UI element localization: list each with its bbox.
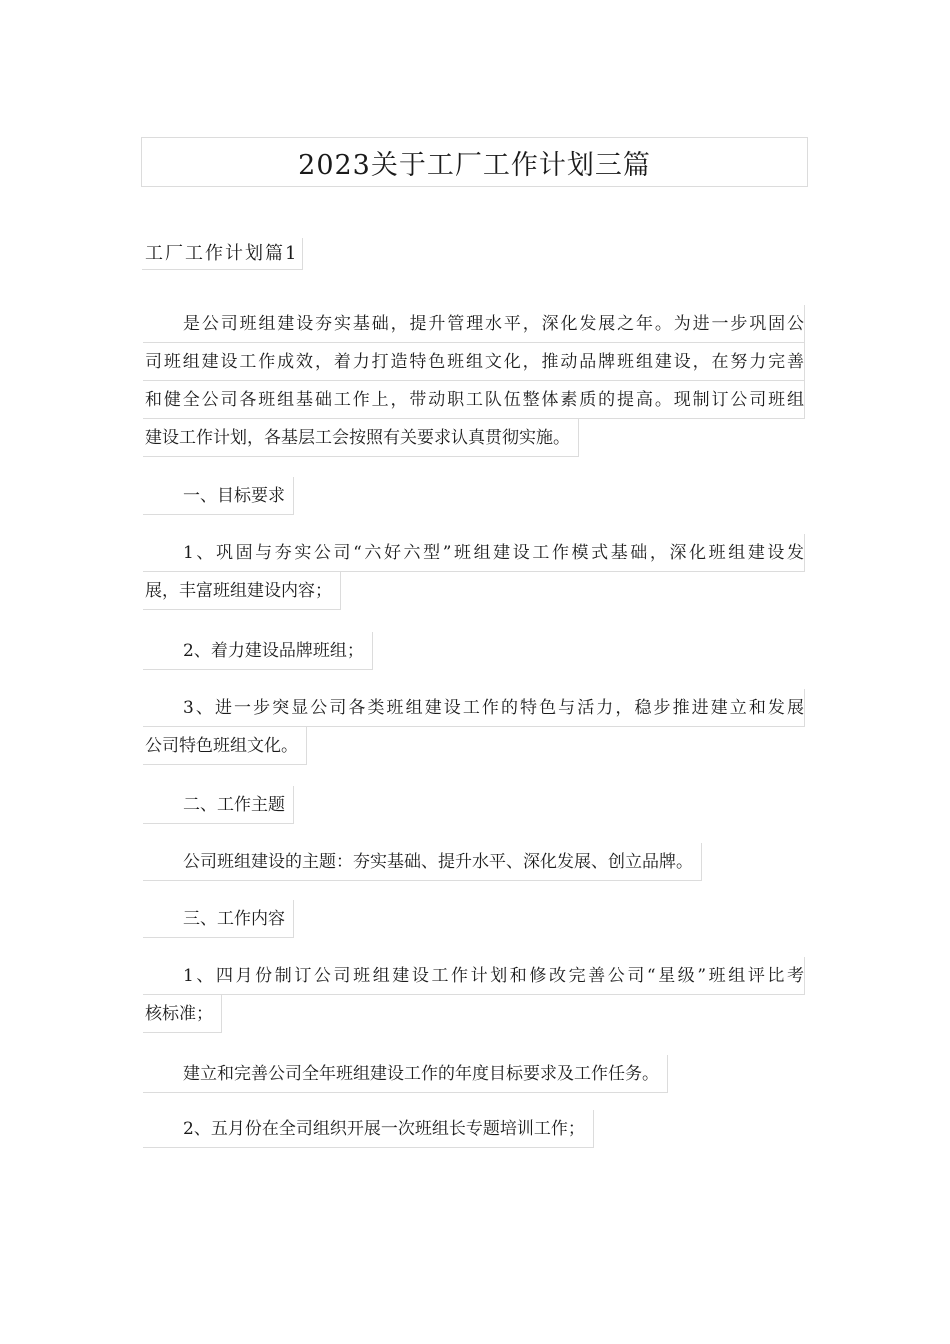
text-line: 1、四月份制订公司班组建设工作计划和修改完善公司“星级”班组评比考 <box>143 957 805 995</box>
text-line: 建立和完善公司全年班组建设工作的年度目标要求及工作任务。 <box>143 1055 668 1093</box>
heading-theme <box>143 786 805 824</box>
text-line: 核标准； <box>143 995 222 1033</box>
text-line: 公司特色班组文化。 <box>143 727 307 765</box>
text-line: 三、工作内容 <box>143 900 294 938</box>
text-line: 展，丰富班组建设内容； <box>143 572 341 610</box>
text-line: 1、巩固与夯实公司“六好六型”班组建设工作模式基础，深化班组建设发 <box>143 534 805 572</box>
paragraph-content-2 <box>143 1110 805 1148</box>
text-line: 是公司班组建设夯实基础，提升管理水平，深化发展之年。为进一步巩固公 <box>143 305 805 343</box>
text-line: 公司班组建设的主题：夯实基础、提升水平、深化发展、创立品牌。 <box>143 843 702 881</box>
text-line: 2、着力建设品牌班组； <box>143 632 373 670</box>
text-line: 一、目标要求 <box>143 477 294 515</box>
paragraph-intro <box>143 305 805 457</box>
section-heading: 工厂工作计划篇1 <box>142 238 303 270</box>
paragraph-content-1b <box>143 1055 805 1093</box>
paragraph-goal-3 <box>143 689 805 765</box>
text-line: 2、五月份在全司组织开展一次班组长专题培训工作； <box>143 1110 594 1148</box>
paragraph-goal-1 <box>143 534 805 610</box>
paragraph-theme <box>143 843 805 881</box>
text-line: 建设工作计划，各基层工会按照有关要求认真贯彻实施。 <box>143 419 579 457</box>
text-line: 二、工作主题 <box>143 786 294 824</box>
paragraph-goal-2 <box>143 632 805 670</box>
text-line: 司班组建设工作成效，着力打造特色班组文化，推动品牌班组建设，在努力完善 <box>143 343 805 381</box>
paragraph-content-1 <box>143 957 805 1033</box>
text-line: 3、进一步突显公司各类班组建设工作的特色与活力，稳步推进建立和发展 <box>143 689 805 727</box>
document-title: 2023关于工厂工作计划三篇 <box>141 137 808 187</box>
heading-content <box>143 900 805 938</box>
heading-goals <box>143 477 805 515</box>
text-line: 和健全公司各班组基础工作上，带动职工队伍整体素质的提高。现制订公司班组 <box>143 381 805 419</box>
